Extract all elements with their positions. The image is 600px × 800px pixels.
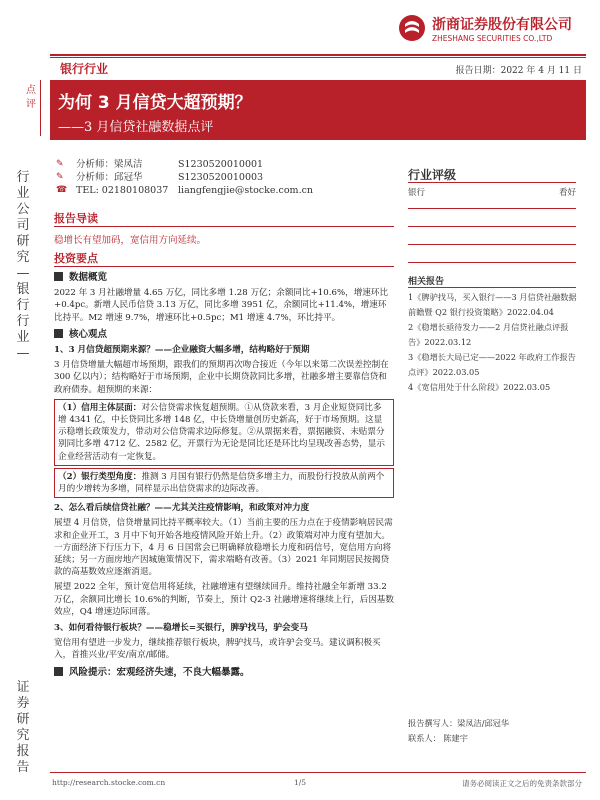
square-bullet-icon (54, 667, 63, 676)
rating-line (408, 208, 576, 209)
rating-row (408, 186, 576, 198)
investment-rule (54, 266, 394, 267)
related-item[interactable]: 4《宽信用处于什么阶段》2022.03.05 (408, 382, 551, 392)
industry-label: 银行行业 (60, 62, 109, 76)
q1-title: 1、3 月信贷超预期来源？——企业融资大幅多增，结构略好于预期 (54, 345, 310, 356)
overview-heading: 数据概览 (54, 272, 394, 284)
phone-icon: ☎ (56, 185, 68, 195)
rating-label: 银行 (408, 188, 426, 198)
investment-body (54, 272, 394, 679)
guide-heading: 报告导读 (54, 212, 98, 225)
report-authors: 报告撰写人：梁凤洁/邱冠华 (408, 718, 510, 728)
q2-title: 2、怎么看后续信贷社融？——尤其关注疫情影响，和政策对冲力度 (54, 503, 310, 514)
analyst-row: ✎ 分析师：邱冠华 S1230520010003 (56, 172, 264, 183)
pen-icon: ✎ (56, 159, 64, 169)
side-tag-bar (40, 80, 41, 136)
contact-person: 联系人： 陈建宇 (408, 733, 468, 743)
zheshang-logo-icon (398, 14, 426, 42)
q2-text: 展望 4 月信贷，信贷增量同比持平概率较大。（1）当前主要的压力点在于疫情影响居民需求和企业开工，3 月中下旬开始各地疫情风险开始上升。（2）政策端对冲力度有望加大。一方面经济下行压力下，4 月 6 日国常会已明确释放稳增长力度和码信号，宽信用方向将延续；另一方面房地产因城施策情况下，需求端略有改善。（3）2021 年同期居民按揭贷款的高基数效应逐渐消退。 (54, 518, 393, 578)
rating-line (408, 244, 576, 245)
related-item[interactable]: 2《稳增长亟待发力——2 月信贷社融点评报告》2022.03.12 (408, 322, 569, 347)
side-vertical-bottom: 证券研究报告 (16, 680, 30, 775)
related-rule (408, 287, 576, 288)
analyst-row: ✎ 分析师：梁凤洁 S1230520010001 (56, 159, 264, 170)
report-subtitle: ——3 月信贷社融数据点评 (58, 120, 214, 135)
q3-text: 宽信用有望进一步发力，继续推荐银行板块，脾驴找马，或许驴会变马。建议调积极买入，首推兴业/平安/南京/邮储。 (54, 638, 381, 661)
analyst-contact-row: ☎ TEL: 02180108037 liangfengjie@stocke.com.cn (56, 185, 314, 196)
guide-rule (54, 226, 394, 227)
contact-block (408, 716, 509, 746)
square-bullet-icon (54, 329, 63, 338)
rating-line (408, 226, 576, 227)
footer-url[interactable]: http://research.stocke.com.cn (52, 778, 166, 787)
guide-text: 稳增长有望加码，宽信用方向延续。 (54, 235, 207, 246)
company-name-cn: 浙商证券股份有限公司 (432, 17, 572, 33)
analyst-email[interactable]: liangfengjie@stocke.com.cn (178, 185, 314, 196)
related-list (408, 290, 578, 395)
pen-icon: ✎ (56, 172, 64, 182)
square-bullet-icon (54, 272, 63, 281)
page-number: 1/5 (294, 778, 307, 787)
related-item[interactable]: 3《稳增长大局已定——2022 年政府工作报告点评》2022.03.05 (408, 352, 576, 377)
rating-heading: 行业评级 (408, 168, 457, 182)
side-tag: 点评 (26, 85, 36, 110)
q1-text: 3 月信贷增量大幅超市场预期，跟我们的预期再次吻合接近（今年以来第二次误差控制在 300 亿以内）；结构略好于市场预期，企业中长期贷款同比多增，社融多增主要靠信贷和政府债券。超预期的来源： (54, 360, 389, 395)
investment-heading: 投资要点 (54, 252, 98, 265)
company-logo (398, 12, 594, 48)
related-item[interactable]: 1《脾驴找马，买入银行——3 月信贷社融数据前瞻暨 Q2 银行投资策略》2022.04.04 (408, 292, 577, 317)
q2-text-2: 展望 2022 全年，预计宽信用将延续，社融增速有望继续回升。维持社融全年新增 33.2 万亿，余额同比增长 10.6%的判断，节奏上，预计 Q2-3 社融增速将继续上行，后因基数效应，Q4 增速边际回落。 (54, 582, 394, 617)
footer-disclaimer: 请务必阅读正文之后的免责条款部分 (462, 779, 582, 788)
related-heading: 相关报告 (408, 277, 445, 287)
core-heading: 核心观点 (54, 329, 394, 341)
rating-value: 看好 (558, 188, 576, 198)
q3-title: 3、如何看待银行板块？——稳增长=买银行，脾驴找马，驴会变马 (54, 623, 308, 634)
side-vertical-top: 行业公司研究—银行行业— (16, 170, 30, 361)
report-date: 报告日期：2022 年 4 月 11 日 (455, 66, 582, 76)
risk-warning: 风险提示：宏观经济失速，不良大幅暴露。 (54, 667, 394, 679)
rating-line (408, 262, 576, 263)
q1-point-1: （1）信用主体层面：对公信贷需求恢复超预期。①从贷款来看，3 月企业短贷同比多增 4341 亿，中长贷同比多增 148 亿，中长贷增量创历史新高，好于市场预期。这显示稳增长政策发力，带动对公信贷需求边际修复。②从票据来看，票据融资、未贴票分别同比多增 4712 亿、2582 亿，开票行为无论是同比还是环比均呈现改善态势，显示企业经营活动有一定恢复。 (54, 399, 394, 466)
q1-point-2: （2）银行类型角度：推测 3 月国有银行仍然是信贷多增主力，而股份行投放从前两个月的少增转为多增，同样显示出信贷需求的边际改善。 (54, 468, 394, 498)
header-rule-thin (50, 57, 586, 58)
overview-text: 2022 年 3 月社融增量 4.65 万亿，同比多增 1.28 万亿；余额同比+10.6%，增速环比+0.4pc。新增人民币信贷 3.13 万亿，同比多增 3951 亿，余额同比+11.4%，增速环比持平。M2 增速 9.7%，增速环比+0.5pc；M1 增速 4.7%，环比持平。 (54, 288, 389, 323)
analyst-block (56, 158, 313, 197)
rating-rule (408, 182, 576, 183)
company-name-en: ZHESHANG SECURITIES CO.,LTD (432, 34, 553, 43)
report-title: 为何 3 月信贷大超预期？ (58, 93, 252, 113)
header-rule (50, 54, 586, 56)
footer-rule (50, 772, 586, 773)
